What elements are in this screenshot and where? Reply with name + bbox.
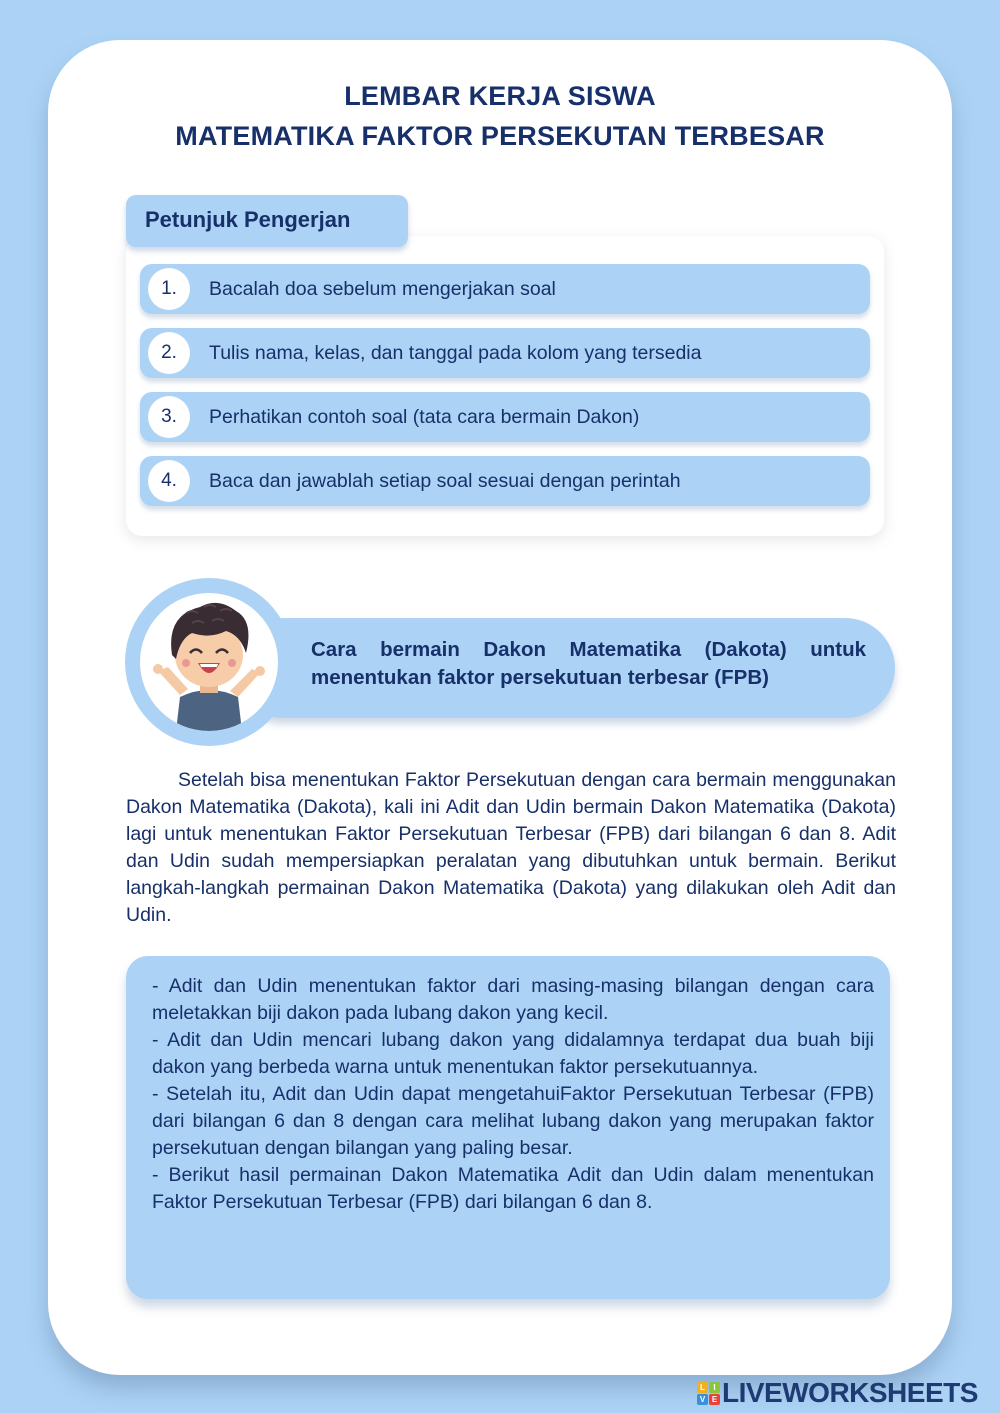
logo-cell: E [709,1394,720,1405]
worksheet-page [48,40,952,1375]
instruction-number: 3. [148,396,190,438]
instruction-number: 4. [148,460,190,502]
avatar [125,578,293,746]
step-item: - Adit dan Udin mencari lubang dakon yang didalamnya terdapat dua buah biji dakon yang berbeda warna untuk menentukan faktor persekutuannya. [152,1029,874,1078]
instruction-text: Tulis nama, kelas, dan tanggal pada kolom yang tersedia [209,341,702,364]
logo-cell: V [697,1394,708,1405]
step-item: - Berikut hasil permainan Dakon Matematika Adit dan Udin dalam menentukan Faktor Persekutuan Terbesar (FPB) dari bilangan 6 dan 8. [152,1164,874,1213]
intro-paragraph: Setelah bisa menentukan Faktor Persekutuan dengan cara bermain menggunakan Dakon Matematika (Dakota), kali ini Adit dan Udin bermain Dakon Matematika (Dakota) lagi untuk menentukan Faktor Persekutuan Terbesar (FPB) dari bilangan 6 dan 8. Adit dan Udin sudah mempersiapkan peralatan yang dibutuhkan untuk bermain. Berikut langkah-langkah permainan Dakon Matematika (Dakota) yang dilakukan oleh Adit dan Udin. [126,769,896,926]
step-item: - Setelah itu, Adit dan Udin dapat mengetahuiFaktor Persekutuan Terbesar (FPB) dari bilangan 6 dan 8 dengan cara melihat lubang dakon yang merupakan faktor persekutuan dengan bilangan yang paling besar. [152,1083,874,1159]
brand-name: LIVEWORKSHEETS [722,1377,978,1408]
happy-child-icon [140,593,278,731]
steps-box [126,956,890,1299]
instruction-item [140,392,870,442]
instruction-text: Baca dan jawablah setiap soal sesuai dengan perintah [209,469,681,492]
banner-text: Cara bermain Dakon Matematika (Dakota) untuk menentukan faktor persekutuan terbesar (FPB) [311,638,866,689]
page-title [48,76,952,156]
title-line-1: LEMBAR KERJA SISWA [344,81,656,111]
step-item: - Adit dan Udin menentukan faktor dari masing-masing bilangan dengan cara meletakkan biji dakon pada lubang dakon yang kecil. [152,975,874,1024]
title-line-2: MATEMATIKA FAKTOR PERSEKUTAN TERBESAR [175,121,825,151]
instruction-item [140,264,870,314]
instruction-number: 1. [148,268,190,310]
liveworksheets-logo-icon [697,1382,720,1405]
section-banner [233,618,895,718]
instruction-number: 2. [148,332,190,374]
instruction-text: Perhatikan contoh soal (tata cara bermain Dakon) [209,405,640,428]
instruction-item [140,328,870,378]
liveworksheets-brand [697,1377,978,1409]
instructions-heading: Petunjuk Pengerjan [126,195,408,247]
logo-cell: L [697,1382,708,1393]
instruction-item [140,456,870,506]
instructions-panel [126,236,884,536]
logo-cell: I [709,1382,720,1393]
instruction-text: Bacalah doa sebelum mengerjakan soal [209,277,556,300]
